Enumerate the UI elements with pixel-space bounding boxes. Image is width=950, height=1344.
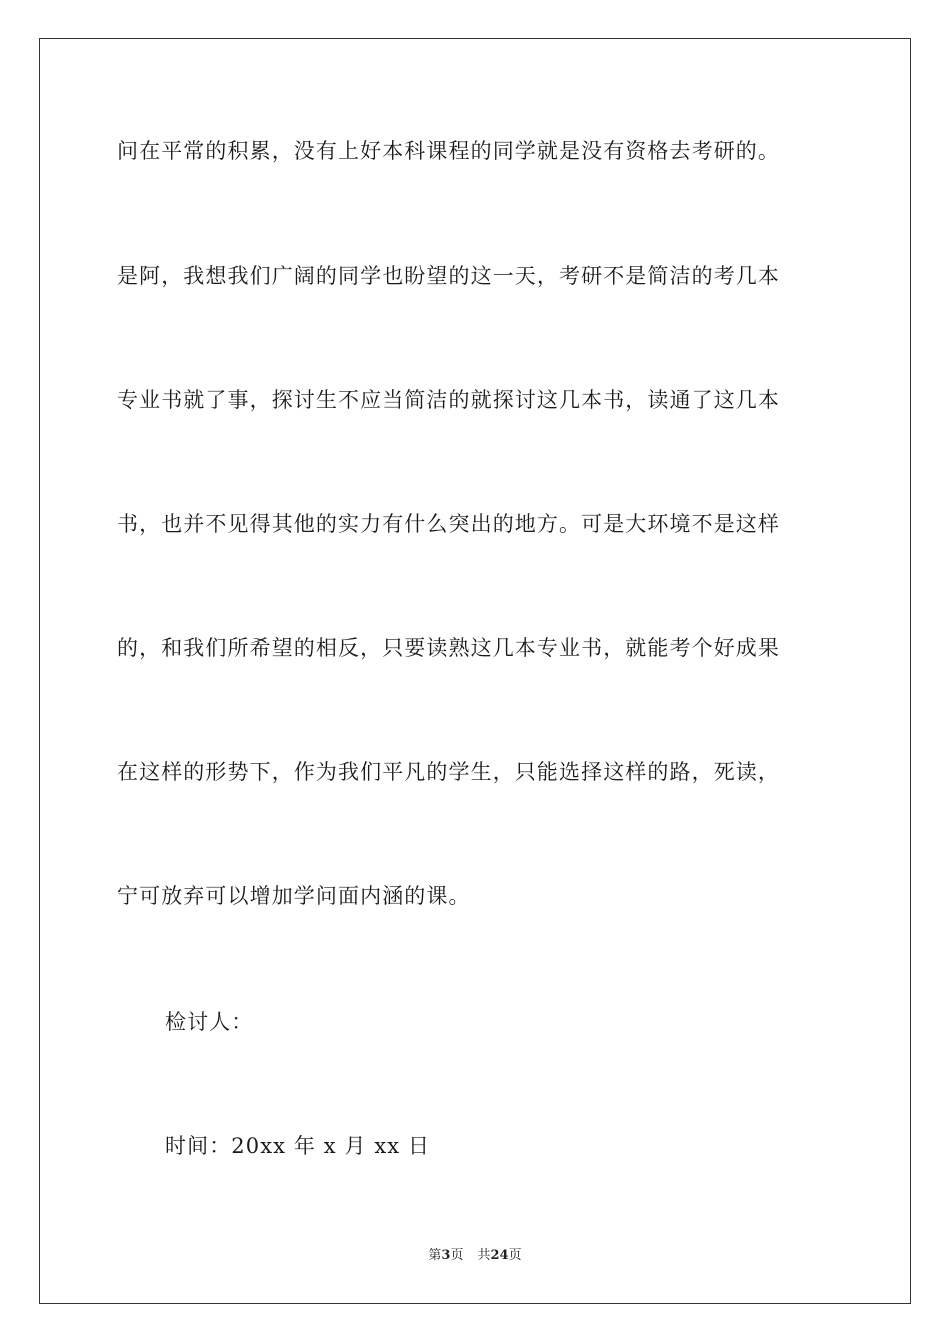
body-line-1: 问在平常的积累，没有上好本科课程的同学就是没有资格去考研的。	[117, 139, 780, 163]
body-line-6: 在这样的形势下，作为我们平凡的学生，只能选择这样的路，死读，	[117, 760, 780, 784]
page-frame	[39, 38, 911, 1304]
page-current-number: 3	[441, 1248, 451, 1263]
body-line-7: 宁可放弃可以增加学问面内涵的课。	[117, 884, 471, 908]
page-prefix: 第	[428, 1248, 442, 1263]
body-line-4: 书，也并不见得其他的实力有什么突出的地方。可是大环境不是这样	[117, 512, 780, 536]
total-prefix: 共	[477, 1248, 491, 1263]
total-suffix: 页	[508, 1248, 522, 1263]
body-line-2: 是阿，我想我们广阔的同学也盼望的这一天，考研不是简洁的考几本	[117, 264, 780, 288]
body-line-3: 专业书就了事，探讨生不应当简洁的就探讨这几本书，读通了这几本	[117, 388, 780, 412]
body-line-5: 的，和我们所希望的相反，只要读熟这几本专业书，就能考个好成果	[117, 636, 780, 660]
page-suffix: 页	[450, 1248, 464, 1263]
page-footer	[0, 1247, 950, 1265]
date-line: 时间：20xx 年 x 月 xx 日	[165, 1134, 431, 1158]
page-total-number: 24	[490, 1248, 509, 1263]
signature-label: 检讨人：	[165, 1010, 254, 1034]
